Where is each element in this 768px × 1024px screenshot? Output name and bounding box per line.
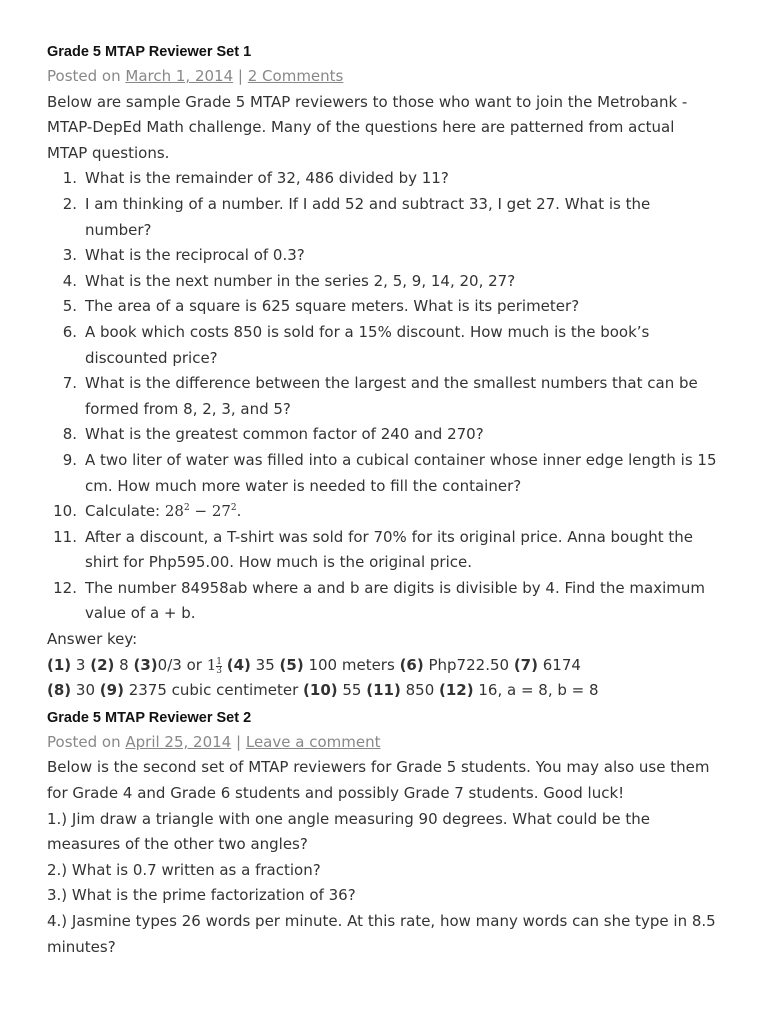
question-item: 2. I am thinking of a number. If I add 52 and subtract 33, I get 27. What is the number? xyxy=(62,194,651,239)
mixed-number: $1\frac{1}{3}$ xyxy=(206,655,222,676)
question-paragraph: 3.) What is the prime factorization of 36? xyxy=(47,886,356,905)
answer-key-label: Answer key: xyxy=(47,630,138,649)
math-expression: $28^2 - 27^2$. xyxy=(164,502,242,521)
meta-separator: | xyxy=(236,732,242,751)
question-item: 1. What is the remainder of 32, 486 divided by 11? xyxy=(62,169,449,188)
question-item: 7. What is the difference between the largest and the smallest numbers that can be formed from 8, 2, 3, and 5? xyxy=(62,374,698,418)
answer-key-line-2: (8) 30 (9) 2375 cubic centimeter (10) 55 (11) 850 (12) 16, a = 8, b = 8 xyxy=(47,681,599,700)
leave-comment-link[interactable]: Leave a comment xyxy=(245,732,381,751)
question-item: 9. A two liter of water was filled into a cubical container whose inner edge length is 15 cm. How much more water is needed to fill the container? xyxy=(62,450,717,495)
post-date-link[interactable]: April 25, 2014 xyxy=(125,732,232,751)
question-list-set1 xyxy=(47,166,719,627)
question-item: 6. A book which costs 850 is sold for a 15% discount. How much is the book’s discounted price? xyxy=(62,322,650,367)
question-item: 4. What is the next number in the series 2, 5, 9, 14, 20, 27? xyxy=(62,271,516,290)
posted-on-label: Posted on xyxy=(47,732,121,751)
post-intro-set1: Below are sample Grade 5 MTAP reviewers to those who want to join the Metrobank -MTAP-DepEd Math challenge. Many of the questions here are patterned from actual MTAP questions. xyxy=(47,92,688,162)
question-paragraph: 1.) Jim draw a triangle with one angle measuring 90 degrees. What could be the measures of the other two angles? xyxy=(47,809,650,854)
page-content xyxy=(47,40,719,960)
question-item: 12. The number 84958ab where a and b are digits is divisible by 4. Find the maximum value of a + b. xyxy=(53,578,705,623)
post-title-set2[interactable]: Grade 5 MTAP Reviewer Set 2 xyxy=(47,709,252,726)
answer-key-line-1: (1) 3 (2) 8 (3)0/3 or $1\frac{1}{3}$ (4) 35 (5) 100 meters (6) Php722.50 (7) 6174 xyxy=(47,655,581,676)
question-item: 10. Calculate: $28^2 - 27^2$. xyxy=(53,502,242,521)
question-item: 3. What is the reciprocal of 0.3? xyxy=(62,246,305,265)
question-item: 5. The area of a square is 625 square meters. What is its perimeter? xyxy=(62,297,580,316)
question-paragraph: 2.) What is 0.7 written as a fraction? xyxy=(47,860,321,879)
post-date-link[interactable]: March 1, 2014 xyxy=(125,67,234,85)
post-meta-set2 xyxy=(47,730,719,756)
post-title-set1[interactable]: Grade 5 MTAP Reviewer Set 1 xyxy=(47,44,252,60)
post-intro-set2: Below is the second set of MTAP reviewers for Grade 5 students. You may also use them for Grade 4 and Grade 6 students and possibly Grade 7 students. Good luck! xyxy=(47,758,710,803)
question-item: 8. What is the greatest common factor of 240 and 270? xyxy=(62,425,484,444)
meta-separator: | xyxy=(237,67,243,85)
post-meta-set1 xyxy=(47,64,719,90)
comments-link[interactable]: 2 Comments xyxy=(247,67,344,85)
question-item: 11. After a discount, a T-shirt was sold for 70% for its original price. Anna bought the shirt for Php595.00. How much is the original price. xyxy=(53,527,694,572)
question-paragraph: 4.) Jasmine types 26 words per minute. At this rate, how many words can she type in 8.5 minutes? xyxy=(47,912,716,956)
posted-on-label: Posted on xyxy=(47,67,121,85)
